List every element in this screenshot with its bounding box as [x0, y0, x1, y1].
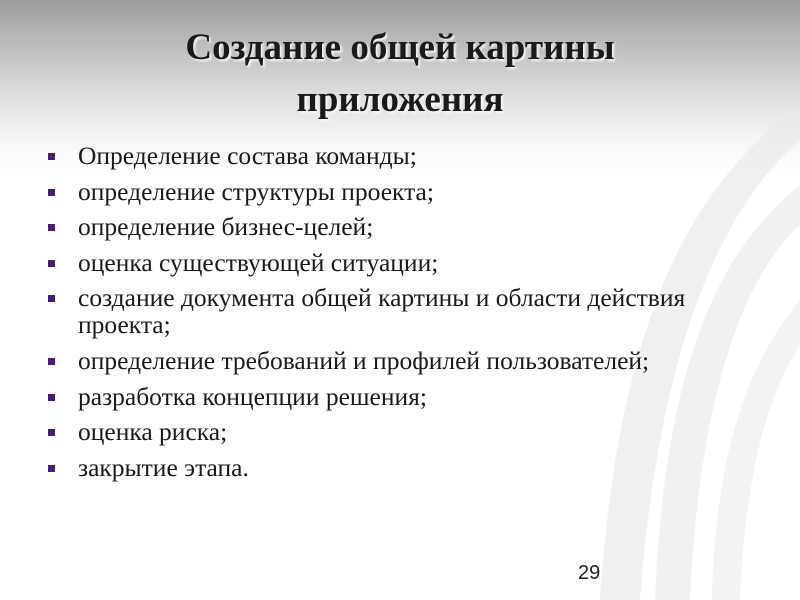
bullet-text: разработка концепции решения;	[78, 381, 427, 411]
square-bullet-icon	[48, 358, 55, 365]
bullet-text: определение требований и профилей пользователей;	[78, 345, 650, 375]
bullet-list	[48, 142, 728, 489]
bullet-text: закрытие этапа.	[78, 452, 249, 482]
bullet-text: создание документа общей картины и области действия проекта;	[78, 283, 686, 340]
square-bullet-icon	[48, 394, 55, 401]
bullet-item	[48, 284, 728, 338]
bullet-item	[48, 178, 728, 205]
square-bullet-icon	[48, 429, 55, 436]
bullet-item	[48, 347, 728, 374]
bullet-text: определение бизнес-целей;	[78, 212, 374, 242]
bullet-text: Определение состава команды;	[78, 141, 417, 170]
bullet-item	[48, 213, 728, 240]
bullet-item	[48, 142, 728, 169]
bullet-item	[48, 249, 728, 276]
page-number: 29	[578, 562, 601, 584]
square-bullet-icon	[48, 153, 55, 160]
bullet-text: оценка риска;	[78, 417, 228, 447]
square-bullet-icon	[48, 224, 55, 231]
square-bullet-icon	[48, 295, 55, 302]
square-bullet-icon	[48, 465, 55, 472]
bullet-item	[48, 418, 728, 445]
square-bullet-icon	[48, 189, 55, 196]
bullet-item	[48, 383, 728, 410]
square-bullet-icon	[48, 260, 55, 267]
bullet-text: определение структуры проекта;	[78, 176, 434, 206]
bullet-item	[48, 454, 728, 481]
bullet-text: оценка существующей ситуации;	[78, 247, 439, 277]
slide-title: Создание общей картины приложения	[185, 27, 615, 120]
